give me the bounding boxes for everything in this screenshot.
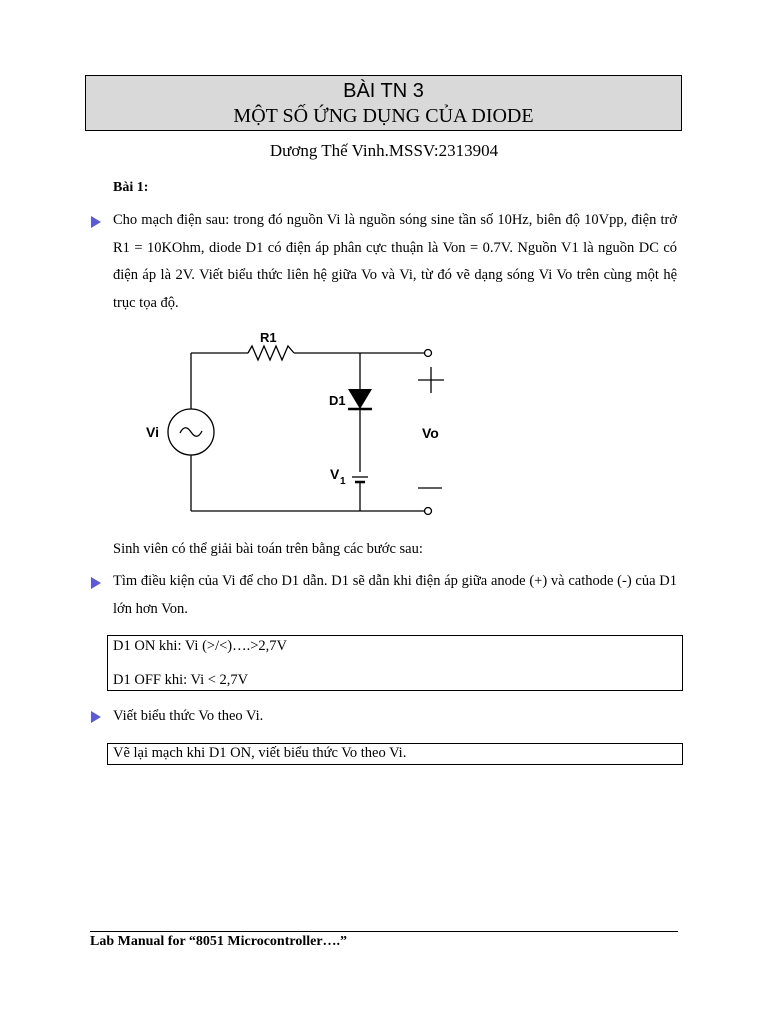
footer-text: Lab Manual for “8051 Microcontroller….”: [90, 934, 348, 949]
footer-divider: [90, 931, 678, 932]
label-vi: Vi: [146, 424, 159, 440]
bullet-icon: [91, 216, 101, 228]
bullet-icon: [91, 577, 101, 589]
sine-icon: [180, 428, 202, 437]
answer2-text: Vẽ lại mạch khi D1 ON, viết biểu thức Vo theo Vi.: [113, 745, 407, 761]
answer1-line2: D1 OFF khi: Vi < 2,7V: [113, 672, 249, 688]
terminal-bottom: [425, 508, 432, 515]
intro-steps: Sinh viên có thể giải bài toán trên bằng các bước sau:: [113, 541, 423, 557]
bullet-icon: [91, 711, 101, 723]
problem-text: Cho mạch điện sau: trong đó nguồn Vi là nguồn sóng sine tần số 10Hz, biên độ 10Vpp, điện trở R1 = 10KOhm, diode D1 có điện áp phân cực thuận là Von = 0.7V. Nguồn V1 là nguồn DC có điện áp là 2V. Viết biểu thức liên hệ giữa Vo và Vi, từ đó vẽ dạng sóng Vi Vo trên cùng một hệ trục tọa độ.: [113, 212, 677, 311]
label-r1: R1: [260, 330, 277, 345]
step1-text: Tìm điều kiện của Vi để cho D1 dẫn. D1 sẽ dẫn khi điện áp giữa anode (+) và cathode (-) của D1 lớn hơn Von.: [113, 573, 677, 617]
step2-text: Viết biểu thức Vo theo Vi.: [113, 708, 264, 724]
answer1-line1: D1 ON khi: Vi (>/<)….>2,7V: [113, 638, 288, 654]
answer-box-2: [107, 743, 683, 765]
label-vo: Vo: [422, 425, 439, 441]
section-title: Bài 1:: [113, 180, 149, 195]
document-subtitle: MỘT SỐ ỨNG DỤNG CỦA DIODE: [233, 105, 534, 127]
label-v1: V: [330, 466, 340, 482]
terminal-top: [425, 350, 432, 357]
diode-d1-icon: [348, 389, 372, 409]
title-box: [85, 75, 682, 131]
answer-box-1: [107, 635, 683, 691]
resistor-r1: [248, 346, 294, 360]
document-title: BÀI TN 3: [343, 80, 424, 102]
label-d1: D1: [329, 393, 346, 408]
author-line: Dương Thế Vinh.MSSV:2313904: [269, 141, 499, 160]
label-v1-subscript: 1: [340, 476, 346, 487]
circuit-diagram: [140, 322, 460, 522]
